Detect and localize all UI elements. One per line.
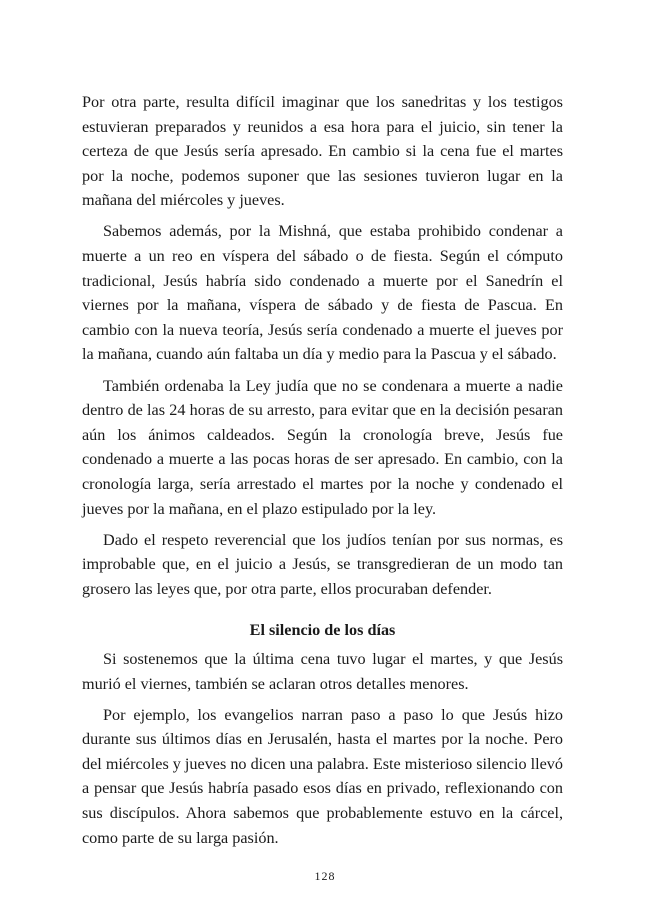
paragraph-silent-days: Por ejemplo, los evangelios narran paso a paso lo que Jesús hizo durante sus últimos días en Jerusalén, hasta el martes por la noche. Pero del miércoles y jueves no dicen una palabra. Este misterioso silencio llevó a pensar que Jesús habría pasado esos días en privado, reflexionando con sus discípulos. Ahora sabemos que probablemente estuvo en la cárcel, como parte de su larga pasión. bbox=[82, 705, 563, 847]
paragraph-last-supper-tuesday: Si sostenemos que la última cena tuvo lugar el martes, y que Jesús murió el viernes, también se aclaran otros detalles menores. bbox=[82, 649, 563, 693]
page-body bbox=[82, 90, 563, 857]
page-number: 128 bbox=[314, 869, 336, 883]
paragraph-difficulty-of-trial: Por otra parte, resulta difícil imaginar que los sanedritas y los testigos estuvieran preparados y reunidos a esa hora para el juicio, sin tener la certeza de que Jesús sería apresado. En cambio si la cena fue el martes por la noche, podemos suponer que las sesiones tuvieron lugar en la mañana del miércoles y jueves. bbox=[82, 93, 563, 210]
paragraph-mishna-sabbath-rule: Sabemos además, por la Mishná, que estaba prohibido condenar a muerte a un reo en víspera del sábado o de fiesta. Según el cómputo tradicional, Jesús habría sido condenado a muerte por el Sanedrín el viernes por la mañana, víspera de sábado y de fiesta de Pascua. En cambio con la nueva teoría, Jesús sería condenado a muerte el jueves por la mañana, cuando aún faltaba un día y medio para la Pascua y el sábado. bbox=[82, 222, 563, 364]
paragraph-reverence-for-norms: Dado el respeto reverencial que los judíos tenían por sus normas, es improbable que, en el juicio a Jesús, se transgredieran de un modo tan grosero las leyes que, por otra parte, ellos procuraban defender. bbox=[82, 530, 563, 598]
section-heading: El silencio de los días bbox=[249, 621, 396, 640]
paragraph-24-hours-rule: También ordenaba la Ley judía que no se condenara a muerte a nadie dentro de las 24 horas de su arresto, para evitar que en la decisión pesaran aún los ánimos caldeados. Según la cronología breve, Jesús fue condenado a muerte a las pocas horas de ser apresado. En cambio, con la cronología larga, sería arrestado el martes por la noche y condenado el jueves por la mañana, en el plazo estipulado por la ley. bbox=[82, 376, 563, 518]
